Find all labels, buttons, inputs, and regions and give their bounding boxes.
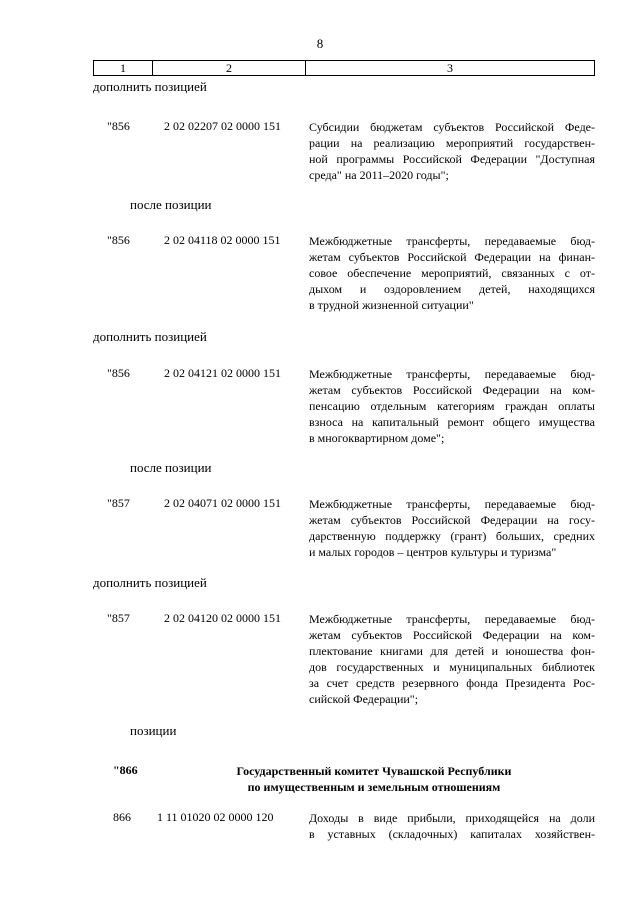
description-line: Межбюджетные трансферты, передаваемые бюд- (309, 367, 595, 381)
description-line: ной программы Российской Федерации "Доступная (309, 152, 595, 166)
committee-title-line: по имущественным и земельным отношениям (247, 780, 501, 794)
entry-code: "856 (107, 119, 130, 133)
entry-code: "856 (107, 366, 130, 380)
description-line: пенсацию отдельным категориям граждан оплаты (309, 399, 595, 413)
description-line: Доходы в виде прибыли, приходящейся на доли (309, 811, 595, 825)
entry-code: 866 (113, 810, 131, 824)
instruction-text: дополнить позицией (93, 79, 207, 94)
instruction-text: дополнить позицией (93, 575, 207, 590)
instruction-text: позиции (130, 723, 177, 738)
column-header-2: 2 (153, 61, 306, 76)
instruction-text: дополнить позицией (93, 329, 207, 344)
description-line: дарственную поддержку (грант) больших, средних (309, 529, 595, 543)
committee-title-line: Государственный комитет Чувашской Республики (236, 764, 512, 778)
description-line: рации на реализацию мероприятий государствен- (309, 136, 595, 150)
description-line: дыхом и оздоровлением детей, находящихся (309, 282, 595, 296)
entry-kbk: 1 11 01020 02 0000 120 (157, 810, 274, 824)
description-line: Межбюджетные трансферты, передаваемые бюд- (309, 497, 595, 511)
description-line: сийской Федерации"; (309, 692, 419, 706)
description-line: за счет средств резервного фонда Президента Рос- (309, 676, 595, 690)
description-line: дов государственных и муниципальных библиотек (309, 660, 595, 674)
description-line: Субсидии бюджетам субъектов Российской Феде- (309, 120, 595, 134)
entry-description (309, 611, 595, 707)
entry-code: "857 (107, 611, 130, 625)
instruction-text: после позиции (130, 460, 212, 475)
description-line: жетам субъектов Российской Федерации на ком- (309, 383, 595, 397)
entry-code: "857 (107, 496, 130, 510)
description-line: взноса на капитальный ремонт общего имущества (309, 415, 595, 429)
entry-kbk: 2 02 04118 02 0000 151 (164, 233, 281, 247)
description-line: в уставных (складочных) капиталах хозяйствен- (309, 827, 595, 841)
description-line: Межбюджетные трансферты, передаваемые бюд- (309, 234, 595, 248)
entry-kbk: 2 02 04120 02 0000 151 (164, 611, 281, 625)
column-header-table (93, 60, 595, 76)
entry-description (309, 810, 595, 842)
description-line: в многоквартирном доме"; (309, 431, 445, 445)
description-line: среда" на 2011–2020 годы"; (309, 168, 449, 182)
entry-kbk: 2 02 04121 02 0000 151 (164, 366, 281, 380)
entry-code: "856 (107, 233, 130, 247)
description-line: совое обеспечение мероприятий, связанных с от- (309, 266, 595, 280)
entry-description (309, 119, 595, 183)
entry-kbk: 2 02 02207 02 0000 151 (164, 119, 281, 133)
description-line: жетам субъектов Российской Федерации на ком- (309, 628, 595, 642)
committee-code: "866 (113, 763, 138, 777)
description-line: Межбюджетные трансферты, передаваемые бюд- (309, 612, 595, 626)
description-line: жетам субъектов Российской Федерации на финан- (309, 250, 595, 264)
entry-kbk: 2 02 04071 02 0000 151 (164, 496, 281, 510)
column-header-1: 1 (94, 61, 153, 76)
description-line: плектование книгами для детей и юношества фон- (309, 644, 595, 658)
committee-heading (210, 763, 538, 795)
column-header-3: 3 (306, 61, 595, 76)
instruction-text: после позиции (130, 197, 212, 212)
entry-description (309, 366, 595, 446)
description-line: и малых городов – центров культуры и туризма" (309, 545, 557, 559)
entry-description (309, 233, 595, 313)
description-line: жетам субъектов Российской Федерации на госу- (309, 513, 595, 527)
entry-description (309, 496, 595, 560)
page-number: 8 (316, 36, 324, 51)
description-line: в трудной жизненной ситуации" (309, 298, 474, 312)
